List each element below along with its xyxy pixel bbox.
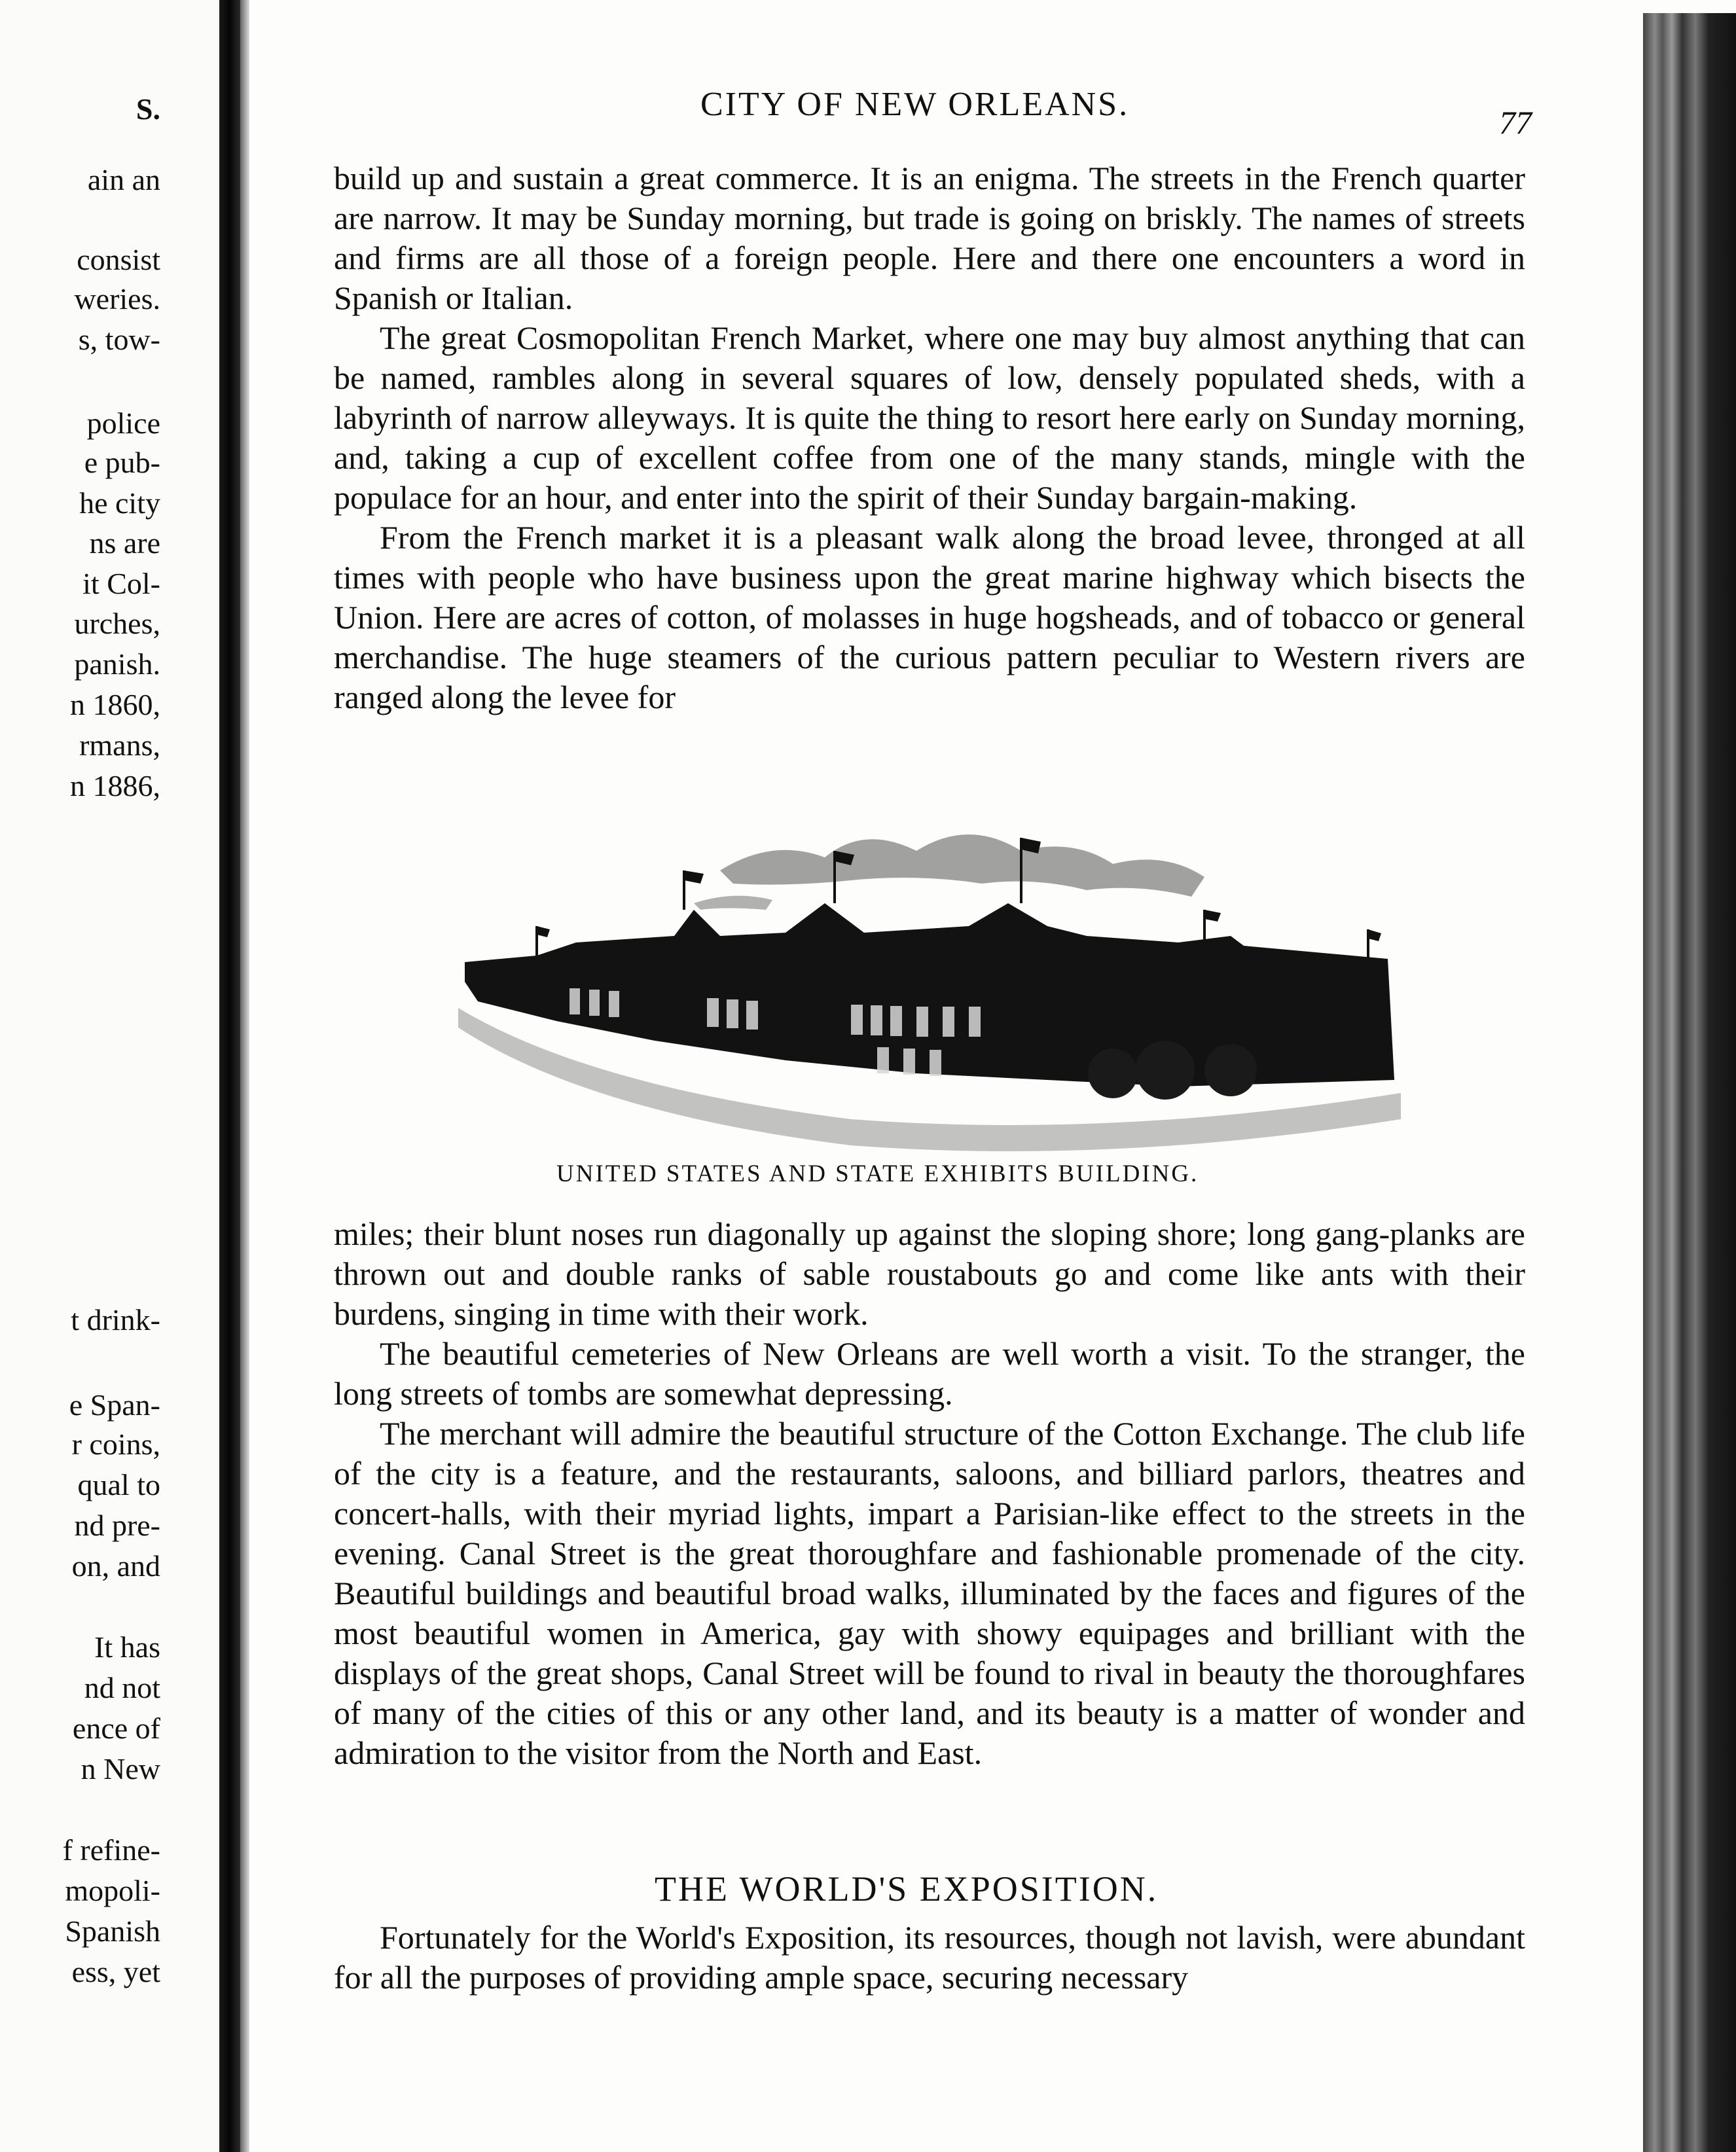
left-line: It has: [94, 1630, 160, 1664]
left-line: s, tow-: [78, 323, 160, 356]
left-line: urches,: [74, 607, 160, 640]
left-line: f refine-: [62, 1833, 160, 1867]
left-line: mopoli-: [65, 1874, 160, 1907]
left-line: e pub-: [84, 446, 160, 479]
left-line: he city: [79, 486, 160, 520]
exhibits-building-illustration: [458, 812, 1401, 1152]
paragraph: Fortunately for the World's Exposition, its resources, though not lavish, were abundant for all the purposes of providing ample space, securing necessary: [334, 1919, 1525, 1996]
building-engraving: [458, 812, 1401, 1152]
book-gutter: [219, 0, 240, 2152]
left-line: n 1886,: [70, 769, 160, 802]
left-line: ess, yet: [71, 1955, 160, 1988]
left-line: r coins,: [71, 1427, 160, 1461]
left-line: n New: [81, 1752, 160, 1785]
section-heading: THE WORLD'S EXPOSITION.: [655, 1869, 1159, 1909]
left-line: t drink-: [71, 1303, 160, 1336]
left-line: police: [86, 406, 160, 440]
left-line: nd pre-: [74, 1509, 160, 1542]
left-line: e Span-: [69, 1388, 160, 1422]
paragraph: The merchant will admire the beautiful structure of the Cotton Exchange. The club life of the city is a feature, and the restaurants, saloons, and billiard parlors, theatres and concert-halls, with their myriad lights, impart a Parisian-like effect to the streets in the evening. Canal Street is the great thoroughfare and fashionable promenade of the city. Beautiful buildings and beautiful broad walks, illuminated by the faces and figures of the most beautiful women in America, gay with showy equipages and brilliant with the displays of the great shops, Canal Street will be found to rival in beauty the thoroughfares of many of the cities of this or any other land, and its beauty is a matter of wonder and admiration to the visitor from the North and East.: [334, 1415, 1525, 1771]
left-line: nd not: [84, 1671, 160, 1704]
left-line: ns are: [89, 526, 160, 560]
paragraph: miles; their blunt noses run diagonally up against the sloping shore; long gang-planks are thrown out and double ranks of sable roustabouts go and come like ants with their burdens, singing in time with their work.: [334, 1215, 1525, 1332]
paragraph: build up and sustain a great commerce. It is an enigma. The streets in the French quarter are narrow. It may be Sunday morning, but trade is going on briskly. The names of streets and firms are all those of a foreign people. Here and there one encounters a word in Spanish or Italian.: [334, 160, 1525, 316]
left-line: rmans,: [79, 728, 160, 762]
paragraph: From the French market it is a pleasant walk along the broad levee, thronged at all times with people who have business upon the great marine highway which bisects the Union. Here are acres of cotton, of molasses in huge hogsheads, and of tobacco or general merchandise. The huge steamers of the curious pattern peculiar to Western rivers are ranged along the levee for: [334, 519, 1525, 715]
left-page-fragment: [0, 0, 219, 2152]
left-line: qual to: [77, 1468, 160, 1501]
page-number: 77: [1499, 104, 1532, 141]
left-line: weries.: [74, 282, 160, 315]
running-head: CITY OF NEW ORLEANS.: [700, 86, 1130, 123]
gutter-shadow: [240, 0, 249, 2152]
paragraph: The beautiful cemeteries of New Orleans are well worth a visit. To the stranger, the long streets of tombs are somewhat depressing.: [334, 1335, 1525, 1412]
paragraph: The great Cosmopolitan French Market, where one may buy almost anything that can be named, rambles along in several squares of low, densely populated sheds, with a labyrinth of narrow alleyways. It is quite the thing to resort here early on Sunday morning, and, taking a cup of excellent coffee from one of the many stands, mingle with the populace for an hour, and enter into the spirit of their Sunday bargain-making.: [334, 319, 1525, 516]
smoke: [694, 896, 772, 910]
left-line: ain an: [87, 163, 160, 196]
trees: [1088, 1041, 1257, 1100]
left-line: it Col-: [82, 567, 160, 600]
page-edges: [1643, 13, 1736, 2152]
smoke: [720, 834, 1204, 897]
left-line: ence of: [72, 1712, 160, 1745]
body-text-bottom: [334, 1214, 1525, 1773]
left-line: panish.: [74, 647, 160, 681]
body-text-top: [334, 158, 1525, 717]
left-line: S.: [136, 92, 160, 126]
left-line: n 1860,: [70, 688, 160, 721]
figure-caption: UNITED STATES AND STATE EXHIBITS BUILDING.: [556, 1160, 1199, 1187]
left-line: Spanish: [65, 1914, 160, 1948]
left-line: consist: [77, 243, 160, 276]
section-text: [334, 1918, 1525, 1998]
left-line: on, and: [71, 1549, 160, 1583]
